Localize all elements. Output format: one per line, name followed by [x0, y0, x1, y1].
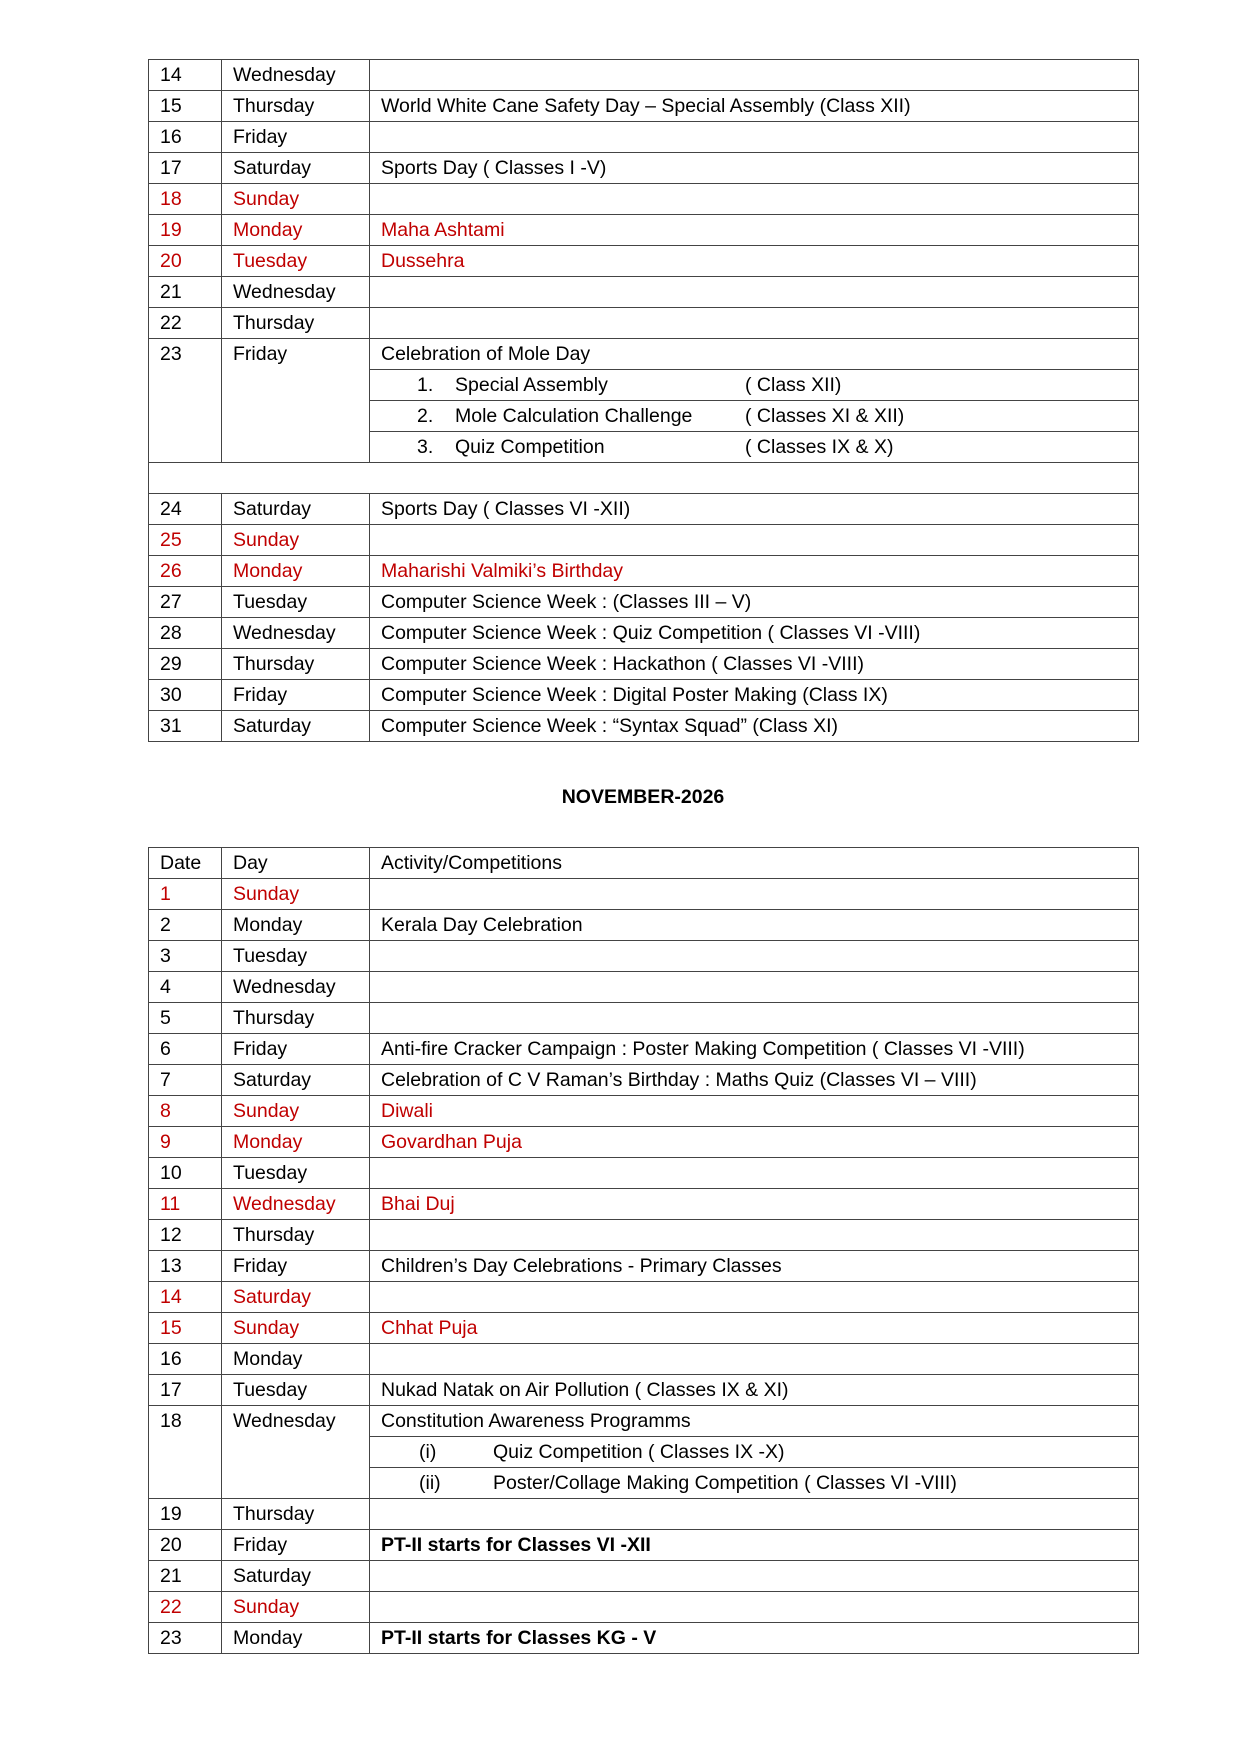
activity-cell: [370, 972, 1139, 1003]
date-cell: 22: [149, 308, 222, 339]
sub-activity-label: Quiz Competition: [455, 436, 605, 458]
sub-activity-cell: [370, 1468, 1139, 1499]
day-cell: Sunday: [222, 1592, 370, 1623]
date-cell: 17: [149, 153, 222, 184]
date-cell: 11: [149, 1189, 222, 1220]
table-row: [149, 308, 1139, 339]
day-cell: Monday: [222, 910, 370, 941]
date-cell: 2: [149, 910, 222, 941]
date-cell: 8: [149, 1096, 222, 1127]
day-cell: Monday: [222, 1344, 370, 1375]
day-cell: Thursday: [222, 91, 370, 122]
constitution-block: [149, 1406, 1139, 1499]
day-cell: Monday: [222, 1623, 370, 1654]
october-rows-after: [149, 494, 1139, 742]
activity-cell: Chhat Puja: [370, 1313, 1139, 1344]
day-cell: Saturday: [222, 494, 370, 525]
activity-cell: [370, 277, 1139, 308]
november-schedule-table: [148, 847, 1139, 1654]
sub-activity-classes: ( Classes IX & X): [745, 436, 894, 458]
day-cell: Sunday: [222, 525, 370, 556]
header-row: [149, 848, 1139, 879]
date-cell: 1: [149, 879, 222, 910]
table-row: [149, 339, 1139, 370]
day-cell: Sunday: [222, 184, 370, 215]
day-cell: Thursday: [222, 649, 370, 680]
date-cell: 26: [149, 556, 222, 587]
activity-cell: Sports Day ( Classes I -V): [370, 153, 1139, 184]
activity-cell: [370, 1499, 1139, 1530]
sub-activity-classes: ( Classes XI & XII): [745, 405, 905, 427]
sub-activity-label: Poster/Collage Making Competition ( Classes VI -VIII): [493, 1472, 957, 1494]
november-rows-after: [149, 1499, 1139, 1654]
activity-cell: Nukad Natak on Air Pollution ( Classes IX & XI): [370, 1375, 1139, 1406]
activity-cell: Diwali: [370, 1096, 1139, 1127]
list-number: (ii): [419, 1472, 441, 1494]
date-cell: 21: [149, 1561, 222, 1592]
activity-cell: World White Cane Safety Day – Special Assembly (Class XII): [370, 91, 1139, 122]
day-cell: Monday: [222, 215, 370, 246]
date-cell: 23: [149, 339, 222, 463]
date-cell: 5: [149, 1003, 222, 1034]
day-cell: Wednesday: [222, 1189, 370, 1220]
day-cell: Tuesday: [222, 1158, 370, 1189]
activity-cell: Computer Science Week : Quiz Competition ( Classes VI -VIII): [370, 618, 1139, 649]
table-row: [149, 1127, 1139, 1158]
october-schedule-table: [148, 59, 1139, 742]
table-row: [149, 1313, 1139, 1344]
sub-activity-cell: [370, 432, 1139, 463]
november-rows-before: [149, 879, 1139, 1406]
day-cell: Friday: [222, 122, 370, 153]
table-row: [149, 1034, 1139, 1065]
header-day: Day: [222, 848, 370, 879]
day-cell: Thursday: [222, 1220, 370, 1251]
table-row: [149, 91, 1139, 122]
sub-activity-cell: [370, 401, 1139, 432]
day-cell: Friday: [222, 680, 370, 711]
day-cell: Sunday: [222, 879, 370, 910]
date-cell: 12: [149, 1220, 222, 1251]
header-activity: Activity/Competitions: [370, 848, 1139, 879]
date-cell: 21: [149, 277, 222, 308]
activity-cell: [370, 941, 1139, 972]
date-cell: 15: [149, 1313, 222, 1344]
activity-cell: [370, 1561, 1139, 1592]
table-row: [149, 1220, 1139, 1251]
day-cell: Thursday: [222, 1499, 370, 1530]
activity-cell: Computer Science Week : Digital Poster Making (Class IX): [370, 680, 1139, 711]
activity-cell: Maharishi Valmiki’s Birthday: [370, 556, 1139, 587]
date-cell: 4: [149, 972, 222, 1003]
list-number: 3.: [417, 436, 434, 458]
table-row: [149, 153, 1139, 184]
activity-cell: [370, 1220, 1139, 1251]
date-cell: 14: [149, 1282, 222, 1313]
activity-cell: PT-II starts for Classes VI -XII: [370, 1530, 1139, 1561]
table-row: [149, 1251, 1139, 1282]
activity-cell: Kerala Day Celebration: [370, 910, 1139, 941]
blank-row: [149, 463, 1139, 494]
table-row: [149, 1375, 1139, 1406]
sub-activity-label: Special Assembly: [455, 374, 608, 396]
date-cell: 29: [149, 649, 222, 680]
activity-cell: Celebration of Mole Day: [370, 339, 1139, 370]
date-cell: 24: [149, 494, 222, 525]
activity-cell: [370, 1592, 1139, 1623]
table-row: [149, 1344, 1139, 1375]
table-row: [149, 525, 1139, 556]
activity-cell: [370, 60, 1139, 91]
date-cell: 28: [149, 618, 222, 649]
day-cell: Tuesday: [222, 1375, 370, 1406]
activity-cell: Sports Day ( Classes VI -XII): [370, 494, 1139, 525]
day-cell: Wednesday: [222, 972, 370, 1003]
day-cell: Thursday: [222, 1003, 370, 1034]
activity-cell: PT-II starts for Classes KG - V: [370, 1623, 1139, 1654]
activity-cell: Govardhan Puja: [370, 1127, 1139, 1158]
date-cell: 16: [149, 122, 222, 153]
date-cell: 9: [149, 1127, 222, 1158]
activity-cell: Constitution Awareness Programms: [370, 1406, 1139, 1437]
table-row: [149, 1282, 1139, 1313]
table-row: [149, 494, 1139, 525]
table-row: [149, 1158, 1139, 1189]
table-row: [149, 1096, 1139, 1127]
table-row: [149, 618, 1139, 649]
day-cell: Saturday: [222, 711, 370, 742]
activity-cell: Celebration of C V Raman’s Birthday : Maths Quiz (Classes VI – VIII): [370, 1065, 1139, 1096]
date-cell: 23: [149, 1623, 222, 1654]
day-cell: Sunday: [222, 1313, 370, 1344]
table-row: [149, 246, 1139, 277]
day-cell: Friday: [222, 1251, 370, 1282]
day-cell: Friday: [222, 1530, 370, 1561]
table-row: [149, 711, 1139, 742]
day-cell: Friday: [222, 339, 370, 463]
activity-cell: Dussehra: [370, 246, 1139, 277]
table-row: [149, 680, 1139, 711]
date-cell: 7: [149, 1065, 222, 1096]
table-row: [149, 1003, 1139, 1034]
table-row: [149, 184, 1139, 215]
date-cell: 6: [149, 1034, 222, 1065]
sub-activity-label: Quiz Competition ( Classes IX -X): [493, 1441, 785, 1463]
sub-activity-cell: [370, 1437, 1139, 1468]
day-cell: Monday: [222, 556, 370, 587]
activity-cell: [370, 308, 1139, 339]
date-cell: 17: [149, 1375, 222, 1406]
activity-cell: [370, 184, 1139, 215]
activity-cell: Computer Science Week : Hackathon ( Classes VI -VIII): [370, 649, 1139, 680]
activity-cell: [370, 1003, 1139, 1034]
date-cell: 31: [149, 711, 222, 742]
date-cell: 20: [149, 246, 222, 277]
table-row: [149, 1065, 1139, 1096]
table-row: [149, 972, 1139, 1003]
activity-cell: [370, 1282, 1139, 1313]
date-cell: 15: [149, 91, 222, 122]
activity-cell: Children’s Day Celebrations - Primary Classes: [370, 1251, 1139, 1282]
activity-cell: Computer Science Week : “Syntax Squad” (Class XI): [370, 711, 1139, 742]
day-cell: Sunday: [222, 1096, 370, 1127]
sub-activity-label: Mole Calculation Challenge: [455, 405, 693, 427]
table-row: [149, 941, 1139, 972]
month-title: NOVEMBER-2026: [561, 786, 725, 808]
table-row: [149, 215, 1139, 246]
day-cell: Friday: [222, 1034, 370, 1065]
date-cell: 19: [149, 1499, 222, 1530]
date-cell: 13: [149, 1251, 222, 1282]
sub-activity-classes: ( Class XII): [745, 374, 842, 396]
table-row: [149, 1499, 1139, 1530]
table-row: [149, 60, 1139, 91]
activity-cell: Anti-fire Cracker Campaign : Poster Making Competition ( Classes VI -VIII): [370, 1034, 1139, 1065]
table-row: [149, 1189, 1139, 1220]
day-cell: Wednesday: [222, 277, 370, 308]
date-cell: 14: [149, 60, 222, 91]
date-cell: 10: [149, 1158, 222, 1189]
list-number: 2.: [417, 405, 434, 427]
table-row: [149, 587, 1139, 618]
table-row: [149, 910, 1139, 941]
day-cell: Thursday: [222, 308, 370, 339]
date-cell: 27: [149, 587, 222, 618]
date-cell: 18: [149, 1406, 222, 1499]
day-cell: Saturday: [222, 1561, 370, 1592]
blank-cell: [149, 463, 1139, 494]
day-cell: Saturday: [222, 153, 370, 184]
activity-cell: [370, 879, 1139, 910]
date-cell: 20: [149, 1530, 222, 1561]
table-row: [149, 1592, 1139, 1623]
table-row: [149, 1406, 1139, 1437]
activity-cell: [370, 1344, 1139, 1375]
date-cell: 22: [149, 1592, 222, 1623]
day-cell: Tuesday: [222, 941, 370, 972]
date-cell: 3: [149, 941, 222, 972]
date-cell: 19: [149, 215, 222, 246]
table-row: [149, 1623, 1139, 1654]
day-cell: Wednesday: [222, 1406, 370, 1499]
activity-cell: [370, 525, 1139, 556]
day-cell: Wednesday: [222, 618, 370, 649]
activity-cell: Computer Science Week : (Classes III – V): [370, 587, 1139, 618]
date-cell: 16: [149, 1344, 222, 1375]
activity-cell: [370, 1158, 1139, 1189]
sub-activity-cell: [370, 370, 1139, 401]
table-row: [149, 1530, 1139, 1561]
day-cell: Saturday: [222, 1065, 370, 1096]
table-header: [149, 848, 1139, 879]
list-number: 1.: [417, 374, 434, 396]
table-row: [149, 649, 1139, 680]
date-cell: 30: [149, 680, 222, 711]
activity-cell: Maha Ashtami: [370, 215, 1139, 246]
table-row: [149, 879, 1139, 910]
activity-cell: [370, 122, 1139, 153]
day-cell: Tuesday: [222, 246, 370, 277]
date-cell: 25: [149, 525, 222, 556]
october-rows-before: [149, 60, 1139, 339]
day-cell: Monday: [222, 1127, 370, 1158]
table-row: [149, 122, 1139, 153]
table-row: [149, 277, 1139, 308]
list-number: (i): [419, 1441, 437, 1463]
header-date: Date: [149, 848, 222, 879]
mole-day-block: [149, 339, 1139, 494]
table-row: [149, 556, 1139, 587]
activity-cell: Bhai Duj: [370, 1189, 1139, 1220]
day-cell: Wednesday: [222, 60, 370, 91]
day-cell: Saturday: [222, 1282, 370, 1313]
date-cell: 18: [149, 184, 222, 215]
table-row: [149, 1561, 1139, 1592]
day-cell: Tuesday: [222, 587, 370, 618]
